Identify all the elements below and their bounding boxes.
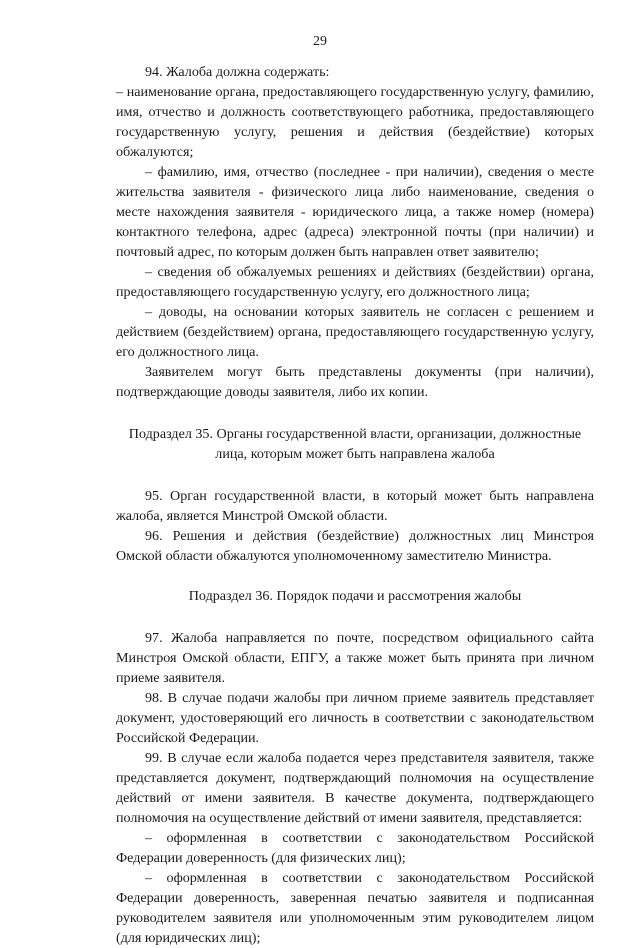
paragraph: 96. Решения и действия (бездействие) должностных лиц Минстроя Омской области обжалуются уполномоченному заместителю Министра. (116, 528, 594, 564)
subsection-heading: Подраздел 36. Порядок подачи и рассмотрения жалобы (188, 588, 522, 604)
paragraph: 94. Жалоба должна содержать: (145, 64, 330, 80)
spacer (116, 402, 594, 424)
spacer (116, 566, 594, 586)
paragraph: – оформленная в соответствии с законодательством Российской Федерации доверенность, заверенная печатью заявителя и подписанная руководителем заявителя или уполномоченным этим руководителем лицом (для юридических лиц); (116, 870, 594, 946)
paragraph: – доводы, на основании которых заявитель не согласен с решением и действием (бездействием) органа, предоставляющего государственную услугу, его должностного лица. (116, 304, 594, 360)
paragraph: Заявителем могут быть представлены документы (при наличии), подтверждающие доводы заявителя, либо их копии. (116, 364, 594, 400)
document-body (116, 62, 594, 948)
subsection-heading: Подраздел 35. Органы государственной власти, организации, должностные лица, которым может быть направлена жалоба (128, 426, 582, 462)
spacer (116, 606, 594, 628)
paragraph: 95. Орган государственной власти, в который может быть направлена жалоба, является Минстрой Омской области. (116, 488, 594, 524)
page-number: 29 (313, 34, 327, 49)
spacer (116, 464, 594, 486)
paragraph: 97. Жалоба направляется по почте, посредством официального сайта Минстроя Омской области, ЕПГУ, а также может быть принята при личном приеме заявителя. (116, 630, 594, 686)
paragraph: – наименование органа, предоставляющего государственную услугу, фамилию, имя, отчество и должность соответствующего работника, предоставляющего государственную услугу, решения и действия (бездействие) которых обжалуются; (116, 84, 594, 160)
paragraph: – оформленная в соответствии с законодательством Российской Федерации доверенность (для физических лиц); (116, 830, 594, 866)
paragraph: – фамилию, имя, отчество (последнее - при наличии), сведения о месте жительства заявителя - физического лица либо наименование, сведения о месте нахождения заявителя - юридического лица, а также номер (номера) контактного телефона, адрес (адреса) электронной почты (при наличии) и почтовый адрес, по которым должен быть направлен ответ заявителю; (116, 164, 594, 260)
paragraph: – сведения об обжалуемых решениях и действиях (бездействии) органа, предоставляющего государственную услугу, его должностного лица; (116, 264, 594, 300)
paragraph: 99. В случае если жалоба подается через представителя заявителя, также представляется документ, подтверждающий полномочия на осуществление действий от имени заявителя. В качестве документа, подтверждающего полномочия на осуществление действий от имени заявителя, представляется: (116, 750, 594, 826)
paragraph: 98. В случае подачи жалобы при личном приеме заявитель представляет документ, удостоверяющий его личность в соответствии с законодательством Российской Федерации. (116, 690, 594, 746)
